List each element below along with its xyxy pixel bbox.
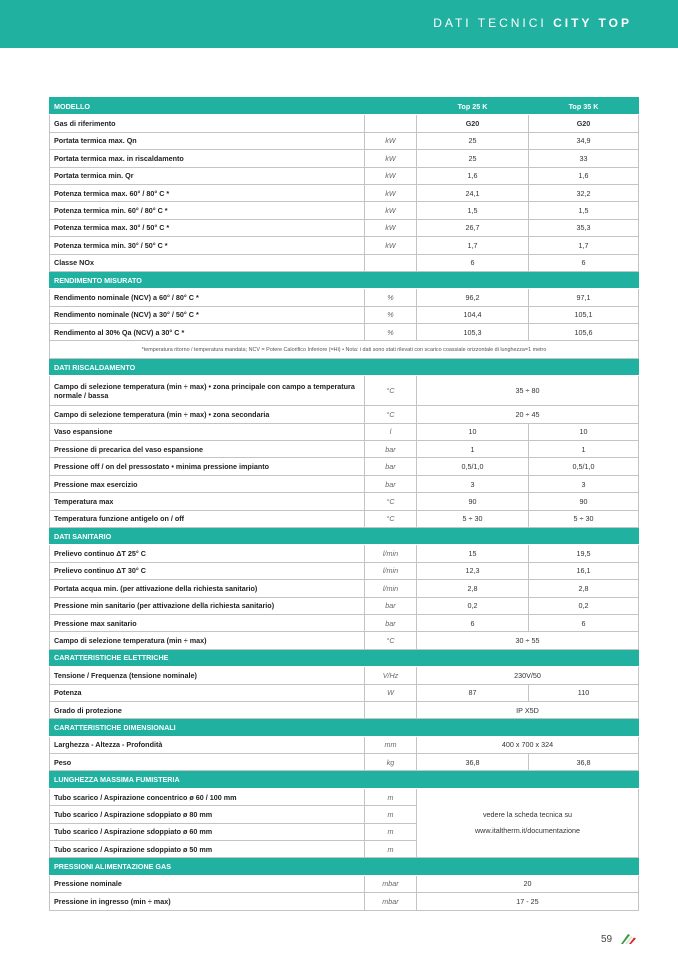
section-dimensionali: CARATTERISTICHE DIMENSIONALI: [50, 719, 639, 736]
table-row: Peso kg 36,8 36,8: [50, 754, 639, 771]
table-row: Temperatura max °C 90 90: [50, 493, 639, 510]
col-top35k: Top 35 K: [529, 98, 639, 115]
table-header-row: [50, 98, 639, 115]
table-row: Pressione min sanitario (per attivazione della richiesta sanitario) bar 0,2 0,2: [50, 597, 639, 614]
title-brand: CITY TOP: [553, 16, 632, 30]
table-row: Vaso espansione l 10 10: [50, 423, 639, 440]
fumisteria-note: vedere la scheda tecnica su: [482, 810, 573, 820]
table-row: Potenza termica min. 30° / 50° C * kW 1,7 1,7: [50, 237, 639, 254]
section-gas: PRESSIONI ALIMENTAZIONE GAS: [50, 858, 639, 875]
italian-flag-logo: [620, 931, 638, 945]
table-row: Prelievo continuo ΔT 30° C l/min 12,3 16,1: [50, 562, 639, 579]
table-row: Potenza termica min. 60° / 80° C * kW 1,5 1,5: [50, 202, 639, 219]
table-row: Potenza termica max. 30° / 50° C * kW 26,7 35,3: [50, 219, 639, 236]
section-riscaldamento: DATI RISCALDAMENTO: [50, 358, 639, 375]
table-row: Portata termica min. Qr kW 1,6 1,6: [50, 167, 639, 184]
table-row-gas: Gas di riferimento G20 G20: [50, 115, 639, 132]
table-row: Tubo scarico / Aspirazione sdoppiato ø 50 mm m: [50, 841, 639, 858]
section-sanitario: DATI SANITARIO: [50, 527, 639, 544]
table-row: Pressione in ingresso (min ÷ max) mbar 17 - 25: [50, 893, 639, 910]
table-row: Campo di selezione temperatura (min ÷ max) • zona secondaria °C 20 ÷ 45: [50, 406, 639, 423]
table-row: Pressione di precarica del vaso espansione bar 1 1: [50, 441, 639, 458]
table-row: Campo di selezione temperatura (min ÷ max) °C 30 ÷ 55: [50, 632, 639, 649]
table-row: Temperatura funzione antigelo on / off °C 5 ÷ 30 5 ÷ 30: [50, 510, 639, 527]
table-row: Portata acqua min. (per attivazione della richiesta sanitario) l/min 2,8 2,8: [50, 580, 639, 597]
table-row: Potenza termica max. 60° / 80° C * kW 24,1 32,2: [50, 184, 639, 201]
page-title: [433, 16, 632, 30]
model-label: MODELLO: [50, 98, 365, 115]
table-row: Tubo scarico / Aspirazione concentrico ø 60 / 100 mm m vedere la scheda tecnica su www.italtherm.it/documentazione: [50, 788, 639, 805]
table-row: Portata termica max. Qn kW 25 34,9: [50, 132, 639, 149]
table-row: Rendimento nominale (NCV) a 30° / 50° C * % 104,4 105,1: [50, 306, 639, 323]
table-row: Tensione / Frequenza (tensione nominale) V/Hz 230V/50: [50, 667, 639, 684]
note-row: *temperatura ritorno / temperatura mandata; NCV = Potere Calorifico Inferiore (=Hi) • Nota: i dati sono stati rilevati con scarico coassiale orizzontale di lunghezza=1 metro: [50, 341, 639, 358]
section-fumisteria: LUNGHEZZA MASSIMA FUMISTERIA: [50, 771, 639, 788]
header-bar: [0, 0, 678, 48]
col-top25k: Top 25 K: [417, 98, 529, 115]
table-row: Rendimento nominale (NCV) a 60° / 80° C * % 96,2 97,1: [50, 289, 639, 306]
table-row: Tubo scarico / Aspirazione sdoppiato ø 80 mm m: [50, 806, 639, 823]
table-row: Potenza W 87 110: [50, 684, 639, 701]
table-row: Pressione nominale mbar 20: [50, 875, 639, 892]
table-row: Grado di protezione IP X5D: [50, 701, 639, 718]
table-row: Tubo scarico / Aspirazione sdoppiato ø 60 mm m: [50, 823, 639, 840]
page-number: 59: [601, 934, 613, 945]
table-row: Rendimento al 30% Qa (NCV) a 30° C * % 105,3 105,6: [50, 324, 639, 341]
table-row: Pressione max esercizio bar 3 3: [50, 475, 639, 492]
fumisteria-link[interactable]: www.italtherm.it/documentazione: [474, 826, 581, 836]
table-row: Pressione max sanitario bar 6 6: [50, 614, 639, 631]
table-row: Portata termica max. in riscaldamento kW 25 33: [50, 150, 639, 167]
table-row: Campo di selezione temperatura (min ÷ max) • zona principale con campo a temperatura normale / bassa °C 35 ÷ 80: [50, 376, 639, 406]
spec-table: [49, 97, 639, 911]
title-prefix: DATI TECNICI: [433, 16, 547, 30]
table-row: Larghezza - Altezza - Profondità mm 400 x 700 x 324: [50, 736, 639, 753]
section-rendimento: RENDIMENTO MISURATO: [50, 271, 639, 288]
table-row: Pressione off / on del pressostato • minima pressione impianto bar 0,5/1,0 0,5/1,0: [50, 458, 639, 475]
table-row: Prelievo continuo ΔT 25° C l/min 15 19,5: [50, 545, 639, 562]
table-row: Classe NOx 6 6: [50, 254, 639, 271]
section-elettriche: CARATTERISTICHE ELETTRICHE: [50, 649, 639, 666]
